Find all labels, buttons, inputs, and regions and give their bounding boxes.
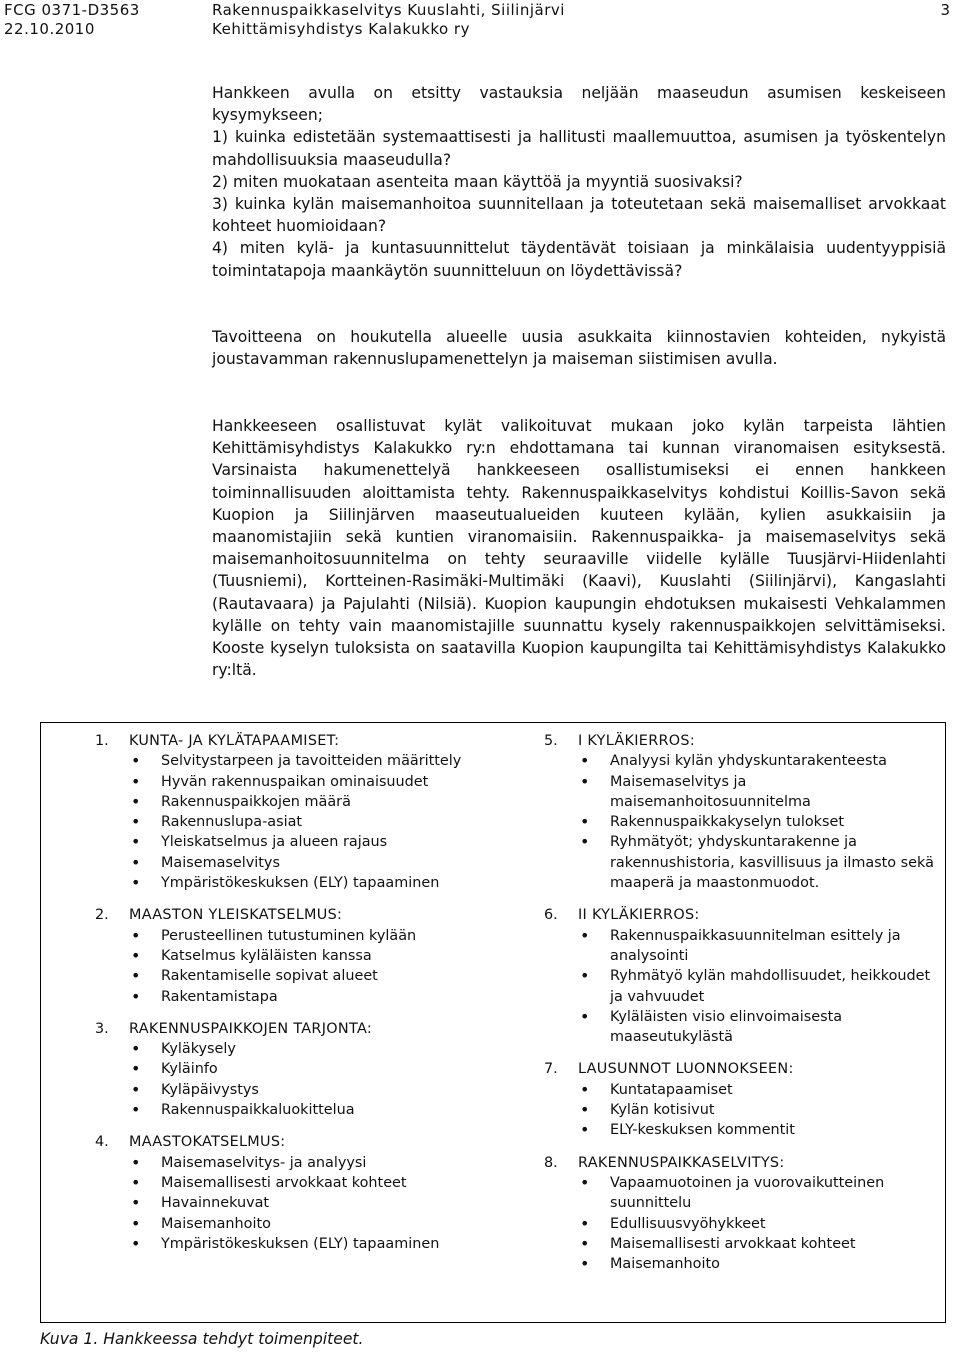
list-item: • Ryhmätyö kylän mahdollisuudet, heikkoudet ja vahvuudet <box>544 966 944 1007</box>
list-item: • Rakentamistapa <box>95 987 495 1007</box>
list-item: • Kyläpäivystys <box>95 1080 495 1100</box>
doc-code: FCG 0371-D3563 <box>4 1 140 19</box>
intro-paragraph <box>212 82 946 282</box>
section-title: I KYLÄKIERROS: <box>578 733 696 749</box>
list-item: • Maisemaselvitys- ja analyysi <box>95 1153 495 1173</box>
section-title: RAKENNUSPAIKKASELVITYS: <box>578 1154 785 1171</box>
question-2: 2) miten muokataan asenteita maan käyttöä ja myyntiä suosivaksi? <box>212 172 743 191</box>
action-section <box>95 1132 495 1254</box>
list-item: • Kyläläisten visio elinvoimaisesta maaseutukylästä <box>544 1007 944 1048</box>
section-number: 2. <box>95 907 109 924</box>
section-title: II KYLÄKIERROS: <box>578 907 700 924</box>
action-section <box>544 905 944 1047</box>
list-item: • Maisemaselvitys ja maisemanhoitosuunnitelma <box>544 772 944 813</box>
section-title: RAKENNUSPAIKKOJEN TARJONTA: <box>129 1020 372 1037</box>
villages-paragraph: Hankkeeseen osallistuvat kylät valikoituvat mukaan joko kylän tarpeista lähtien Kehittämisyhdistys Kalakukko ry:n ehdottamana tai kunnan viranomaisen esityksestä. Varsinaista hakumenettelyä hankkeeseen osallistumiseksi ei ennen hankkeen toiminnallisuuden aloittamista tehty. Rakennuspaikkaselvitys kohdistui Koillis-Savon sekä Kuopion ja Siilinjärven maaseutualueiden kuuteen kylään, kylien asukkaisiin ja maanomistajiin sekä kuntien viranomaisiin. Rakennuspaikka- ja maisemaselvitys sekä maisemanhoitosuunnitelma on tehty seuraaville viidelle kylälle Tuusjärvi-Hiidenlahti (Tuusniemi), Kortteinen-Rasimäki-Multimäki (Kaavi), Kuuslahti (Siilinjärvi), Kangaslahti (Rautavaara) ja Pajulahti (Nilsiä). Kuopion kaupungin ehdotuksen mukaisesti Vehkalammen kylälle on tehty vain maanomistajille suunnattu kysely rakennuspaikkojen selvittämiseksi. Kooste kyselyn tuloksista on saatavilla Kuopion kaupungilta tai Kehittämisyhdistys Kalakukko ry:ltä. <box>212 417 946 680</box>
list-item: • Ympäristökeskuksen (ELY) tapaaminen <box>95 873 495 893</box>
list-item: • Yleiskatselmus ja alueen rajaus <box>95 832 495 852</box>
action-section <box>544 1153 944 1275</box>
section-number: 1. <box>95 733 109 749</box>
list-item: • Ympäristökeskuksen (ELY) tapaaminen <box>95 1234 495 1254</box>
section-title: MAASTOKATSELMUS: <box>129 1134 286 1151</box>
list-item: • Rakennuspaikkasuunnitelman esittely ja analysointi <box>544 926 944 967</box>
section-number: 3. <box>95 1020 109 1037</box>
list-item: • Kyläinfo <box>95 1059 495 1079</box>
intro-lead: Hankkeen avulla on etsitty vastauksia neljään maaseudun asumisen keskeiseen kysymykseen; <box>212 84 946 125</box>
list-item: • Ryhmätyöt; yhdyskuntarakenne ja rakennushistoria, kasvillisuus ja ilmasto sekä maaperä ja maastonmuodot. <box>544 832 944 893</box>
section-number: 6. <box>544 907 558 924</box>
list-item: • Maisemallisesti arvokkaat kohteet <box>544 1234 944 1254</box>
question-4: 4) miten kylä- ja kuntasuunnittelut täydentävät toisiaan ja minkälaisia uudentyyppisiä toimintatapoja maankäytön suunnitteluun on löydettävissä? <box>212 239 946 280</box>
list-item: • Katselmus kyläläisten kanssa <box>95 946 495 966</box>
section-number: 8. <box>544 1154 558 1171</box>
action-section <box>544 731 944 893</box>
figure-caption: Kuva 1. Hankkeessa tehdyt toimenpiteet. <box>40 1330 364 1348</box>
section-title: MAASTON YLEISKATSELMUS: <box>129 907 343 924</box>
list-item: • Selvitystarpeen ja tavoitteiden määrittely <box>95 751 495 771</box>
list-item: • Havainnekuvat <box>95 1193 495 1213</box>
page-header <box>0 0 960 40</box>
list-item: • Maisemaselvitys <box>95 853 495 873</box>
action-section <box>544 1059 944 1140</box>
doc-date: 22.10.2010 <box>4 20 95 38</box>
page-number: 3 <box>940 1 950 19</box>
section-number: 5. <box>544 733 558 749</box>
list-item: • Rakennuspaikkojen määrä <box>95 792 495 812</box>
action-section <box>95 731 495 893</box>
question-3: 3) kuinka kylän maisemanhoitoa suunnitellaan ja toteutetaan sekä maisemalliset arvokkaat kohteet huomioidaan? <box>212 195 946 236</box>
list-item: • Analyysi kylän yhdyskuntarakenteesta <box>544 751 944 771</box>
section-number: 4. <box>95 1134 109 1151</box>
list-item: • Rakennuspaikkakyselyn tulokset <box>544 812 944 832</box>
list-item: • Hyvän rakennuspaikan ominaisuudet <box>95 772 495 792</box>
actions-column-left <box>95 731 495 1254</box>
section-title: KUNTA- JA KYLÄTAPAAMISET: <box>129 733 340 749</box>
list-item: • Vapaamuotoinen ja vuorovaikutteinen suunnittelu <box>544 1173 944 1214</box>
list-item: • Kyläkysely <box>95 1039 495 1059</box>
list-item: • Maisemallisesti arvokkaat kohteet <box>95 1173 495 1193</box>
list-item: • Kylän kotisivut <box>544 1100 944 1120</box>
action-section <box>95 1019 495 1120</box>
list-item: • Maisemanhoito <box>544 1254 944 1274</box>
section-number: 7. <box>544 1061 558 1078</box>
question-1: 1) kuinka edistetään systemaattisesti ja hallitusti maallemuuttoa, asumisen ja työskentelyn mahdollisuuksia maaseudulla? <box>212 128 946 169</box>
doc-title: Rakennuspaikkaselvitys Kuuslahti, Siilinjärvi <box>212 1 565 19</box>
goal-paragraph: Tavoitteena on houkutella alueelle uusia asukkaita kiinnostavien kohteiden, nykyistä joustavamman rakennuslupamenettelyn ja maiseman siistimisen avulla. <box>212 328 946 369</box>
list-item: • ELY-keskuksen kommentit <box>544 1120 944 1140</box>
section-title: LAUSUNNOT LUONNOKSEEN: <box>578 1061 794 1078</box>
actions-figure-box <box>40 722 946 1323</box>
list-item: • Kuntatapaamiset <box>544 1080 944 1100</box>
doc-org: Kehittämisyhdistys Kalakukko ry <box>212 20 470 38</box>
list-item: • Rakennuslupa-asiat <box>95 812 495 832</box>
list-item: • Edullisuusvyöhykkeet <box>544 1214 944 1234</box>
list-item: • Rakentamiselle sopivat alueet <box>95 966 495 986</box>
list-item: • Perusteellinen tutustuminen kylään <box>95 926 495 946</box>
actions-column-right <box>544 731 944 1274</box>
list-item: • Rakennuspaikkaluokittelua <box>95 1100 495 1120</box>
action-section <box>95 905 495 1006</box>
list-item: • Maisemanhoito <box>95 1214 495 1234</box>
